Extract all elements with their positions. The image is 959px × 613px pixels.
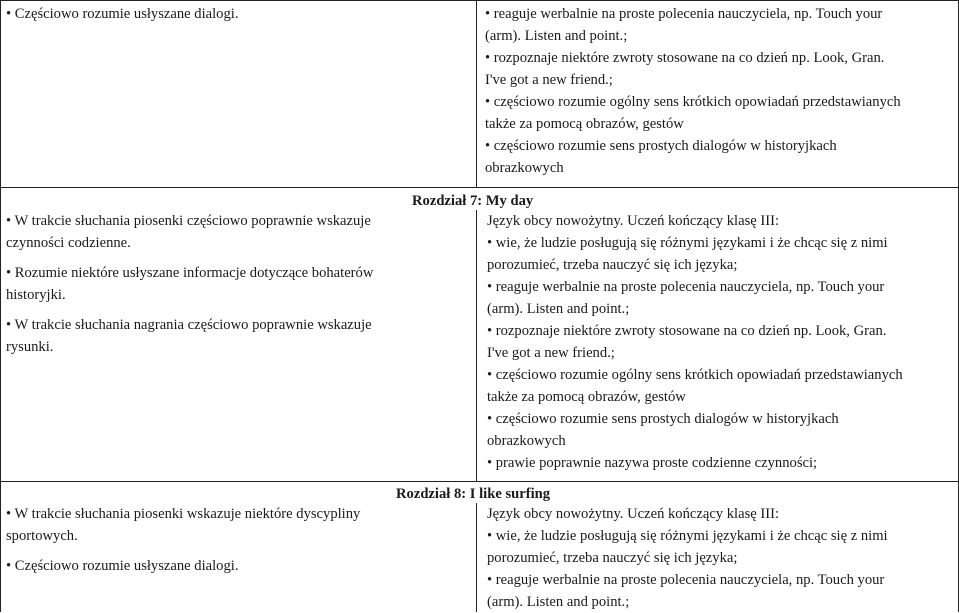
cell-line: także za pomocą obrazów, gestów <box>487 389 686 405</box>
cell-line: (arm). Listen and point.; <box>487 594 630 610</box>
cell-line: rysunki. <box>6 339 54 355</box>
section7-left-cell <box>6 210 373 358</box>
cell-line: • W trakcie słuchania piosenki częściowo poprawnie wskazuje <box>6 213 371 229</box>
cell-line: obrazkowych <box>485 160 564 176</box>
table-left-border <box>0 0 1 612</box>
section8-right-cell <box>487 503 888 613</box>
cell-line: • Częściowo rozumie usłyszane dialogi. <box>6 6 239 22</box>
table-top-border <box>0 0 959 1</box>
cell-line: czynności codzienne. <box>6 235 131 251</box>
top-row-left-cell <box>6 3 238 25</box>
section7-right-cell <box>487 210 903 474</box>
cell-line: porozumieć, trzeba nauczyć się ich języka; <box>487 257 738 273</box>
cell-line: obrazkowych <box>487 433 566 449</box>
cell-line: • W trakcie słuchania nagrania częściowo poprawnie wskazuje <box>6 317 372 333</box>
cell-line: sportowych. <box>6 528 78 544</box>
cell-line: (arm). Listen and point.; <box>485 28 628 44</box>
cell-line: • Częściowo rozumie usłyszane dialogi. <box>6 558 239 574</box>
cell-line: • rozpoznaje niektóre zwroty stosowane na co dzień np. Look, Gran. <box>487 323 887 339</box>
row-divider-1 <box>0 187 959 188</box>
cell-line: Język obcy nowożytny. Uczeń kończący klasę III: <box>487 213 780 229</box>
cell-line: historyjki. <box>6 287 66 303</box>
cell-line: także za pomocą obrazów, gestów <box>485 116 684 132</box>
cell-line: • reaguje werbalnie na proste polecenia nauczyciela, np. Touch your <box>487 279 885 295</box>
cell-line: porozumieć, trzeba nauczyć się ich języka; <box>487 550 738 566</box>
cell-line: • rozpoznaje niektóre zwroty stosowane na co dzień np. Look, Gran. <box>485 50 885 66</box>
cell-line: • W trakcie słuchania piosenki wskazuje niektóre dyscypliny <box>6 506 361 522</box>
cell-line: (arm). Listen and point.; <box>487 301 630 317</box>
column-divider-section8 <box>476 503 477 612</box>
cell-line: • reaguje werbalnie na proste polecenia nauczyciela, np. Touch your <box>485 6 883 22</box>
cell-line: • prawie poprawnie nazywa proste codzienne czynności; <box>487 455 818 471</box>
cell-line: I've got a new friend.; <box>485 72 613 88</box>
section8-heading: Rozdział 8: I like surfing <box>396 486 551 502</box>
cell-line: • reaguje werbalnie na proste polecenia nauczyciela, np. Touch your <box>487 572 885 588</box>
section7-heading: Rozdział 7: My day <box>412 193 534 209</box>
cell-line: • częściowo rozumie ogólny sens krótkich opowiadań przedstawianych <box>487 367 903 383</box>
section8-left-cell <box>6 503 360 577</box>
row-divider-2 <box>0 481 959 482</box>
cell-line: • wie, że ludzie posługują się różnymi językami i że chcąc się z nimi <box>487 235 888 251</box>
cell-line: • Rozumie niektóre usłyszane informacje dotyczące bohaterów <box>6 265 374 281</box>
cell-line: • częściowo rozumie sens prostych dialogów w historyjkach <box>485 138 837 154</box>
cell-line: I've got a new friend.; <box>487 345 615 361</box>
cell-line: • częściowo rozumie ogólny sens krótkich opowiadań przedstawianych <box>485 94 901 110</box>
cell-line: • wie, że ludzie posługują się różnymi językami i że chcąc się z nimi <box>487 528 888 544</box>
column-divider-top <box>476 0 477 188</box>
column-divider-section7 <box>476 210 477 481</box>
top-row-right-cell <box>485 3 901 179</box>
cell-line: • częściowo rozumie sens prostych dialogów w historyjkach <box>487 411 839 427</box>
cell-line: Język obcy nowożytny. Uczeń kończący klasę III: <box>487 506 780 522</box>
